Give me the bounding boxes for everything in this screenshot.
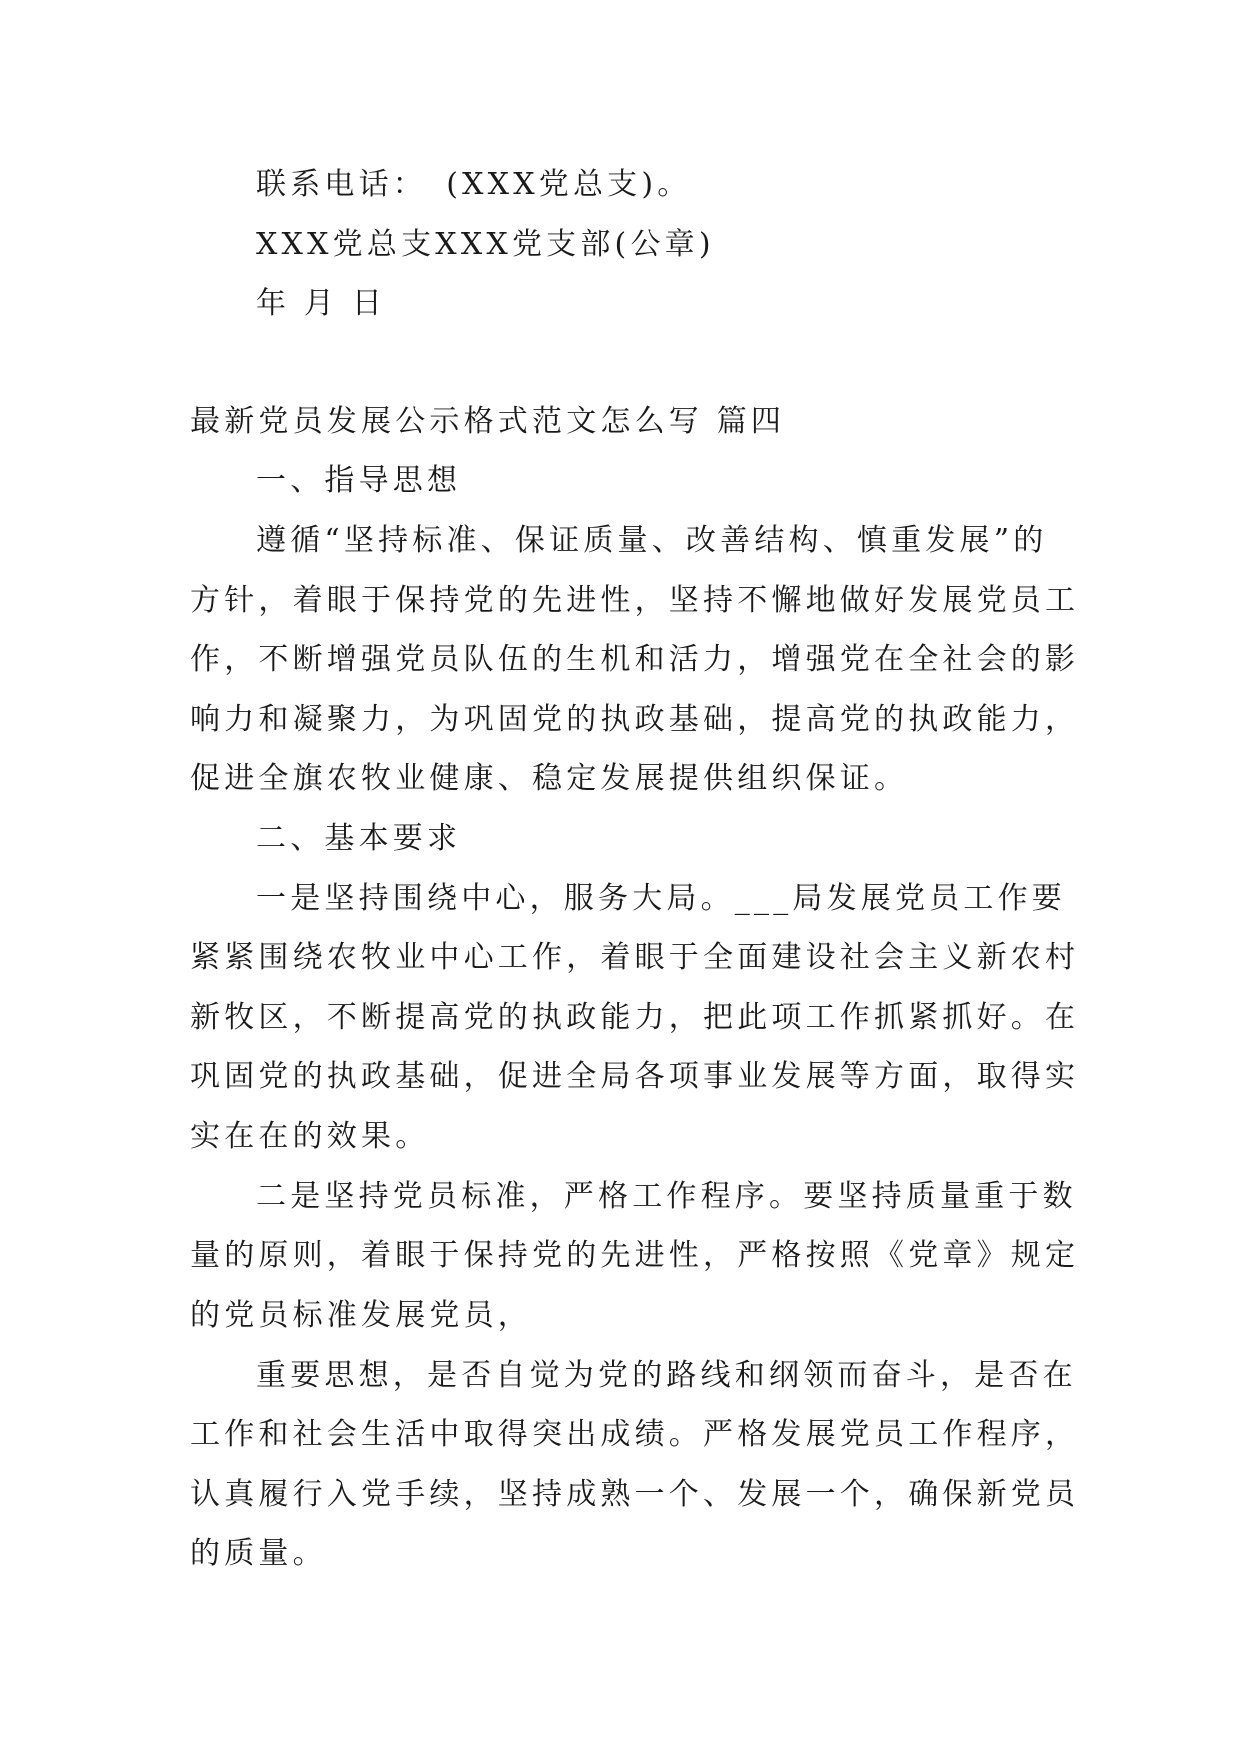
section-title: 最新党员发展公示格式范文怎么写 篇四 (190, 404, 786, 439)
paragraph-line: 作，不断增强党员队伍的生机和活力，增强党在全社会的影 (190, 642, 1080, 677)
paragraph-line: 二是坚持党员标准，严格工作程序。要坚持质量重于数 (256, 1179, 1077, 1214)
paragraph-line: 紧紧围绕农牧业中心工作，着眼于全面建设社会主义新农村 (190, 940, 1080, 975)
heading-basic-requirements: 二、基本要求 (256, 821, 462, 856)
paragraph-line: 的质量。 (190, 1536, 327, 1571)
paragraph-line: 方针，着眼于保持党的先进性，坚持不懈地做好发展党员工 (190, 583, 1080, 618)
paragraph-line: 巩固党的执政基础，促进全局各项事业发展等方面，取得实 (190, 1059, 1080, 1094)
paragraph-line: 量的原则，着眼于保持党的先进性，严格按照《党章》规定 (190, 1238, 1080, 1273)
paragraph-line: 响力和凝聚力，为巩固党的执政基础，提高党的执政能力， (190, 702, 1080, 737)
paragraph-line: 实在在的效果。 (190, 1119, 430, 1154)
paragraph-line: 遵循“坚持标准、保证质量、改善结构、慎重发展”的 (256, 523, 1048, 558)
paragraph-line: 工作和社会生活中取得突出成绩。严格发展党员工作程序， (190, 1417, 1080, 1452)
paragraph-line: 认真履行入党手续，坚持成熟一个、发展一个，确保新党员 (190, 1477, 1080, 1512)
issuer-line: XXX党总支XXX党支部(公章) (256, 227, 715, 262)
paragraph-line: 的党员标准发展党员， (190, 1298, 532, 1333)
date-line: 年 月 日 (256, 286, 387, 321)
contact-phone-line: 联系电话： (XXX党总支)。 (256, 167, 692, 202)
paragraph-line: 一是坚持围绕中心，服务大局。___局发展党员工作要 (256, 881, 1066, 916)
paragraph-line: 新牧区，不断提高党的执政能力，把此项工作抓紧抓好。在 (190, 1000, 1080, 1035)
paragraph-line: 促进全旗农牧业健康、稳定发展提供组织保证。 (190, 761, 909, 796)
paragraph-line: 重要思想，是否自觉为党的路线和纲领而奋斗，是否在 (256, 1358, 1077, 1393)
heading-guiding-thought: 一、指导思想 (256, 463, 462, 498)
